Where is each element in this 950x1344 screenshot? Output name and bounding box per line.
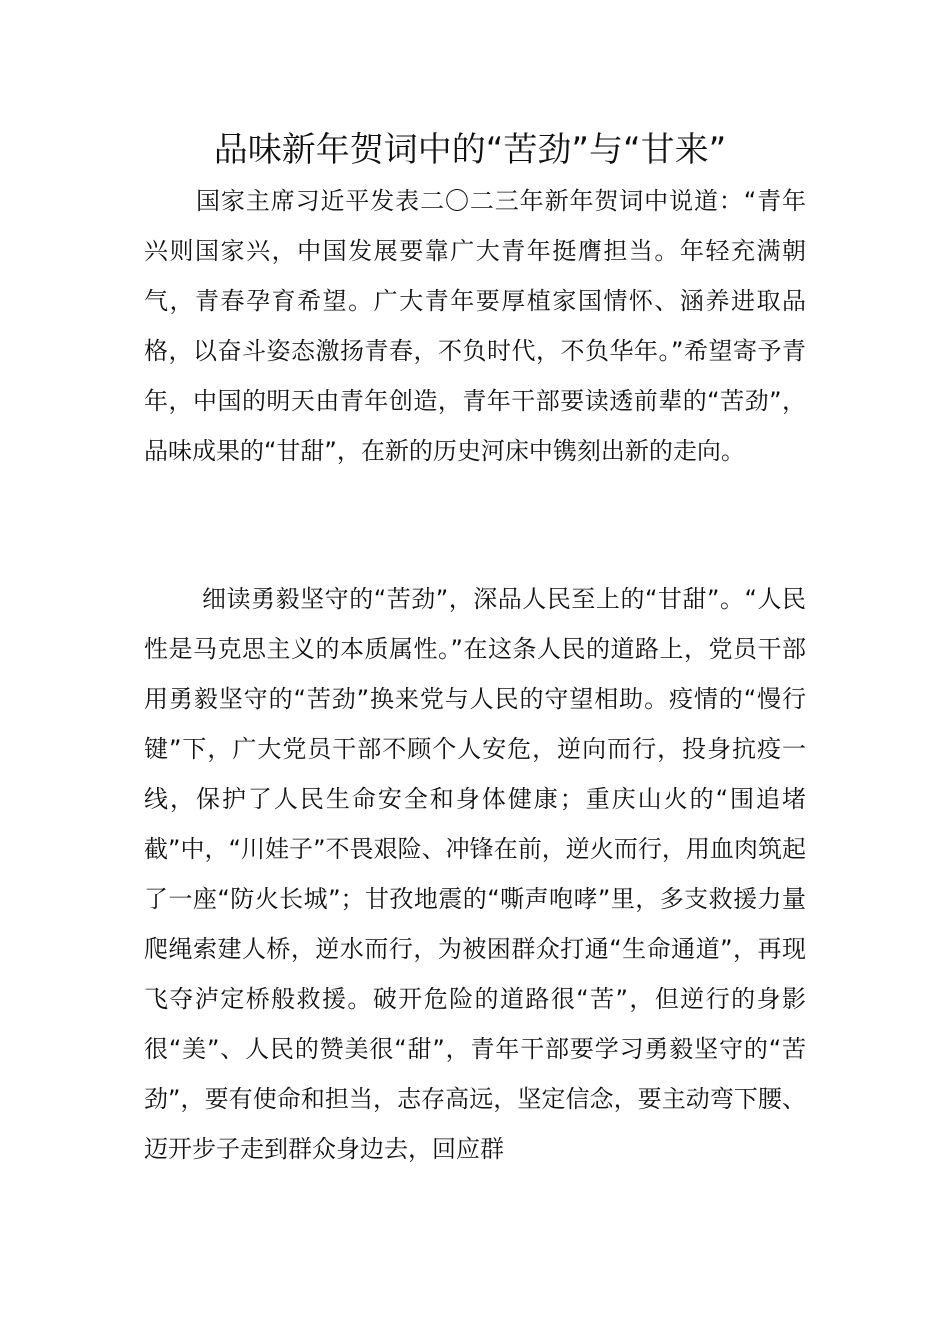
paragraph-1: 国家主席习近平发表二〇二三年新年贺词中说道：“青年兴则国家兴，中国发展要靠广大青年挺膺担当。年轻充满朝气，青春孕育希望。广大青年要厚植家国情怀、涵养进取品格，以奋斗姿态激扬青春，不负时代，不负华年。”希望寄予青年，中国的明天由青年创造，青年干部要读透前辈的“苦劲”，品味成果的“甘甜”，在新的历史河床中镌刻出新的走向。 xyxy=(144,187,806,465)
paragraph-2: 细读勇毅坚守的“苦劲”，深品人民至上的“甘甜”。“人民性是马克思主义的本质属性。”在这条人民的道路上，党员干部用勇毅坚守的“苦劲”换来党与人民的守望相助。疫情的“慢行键”下，广大党员干部不顾个人安危，逆向而行，投身抗疫一线，保护了人民生命安全和身体健康；重庆山火的“围追堵截”中，“川娃子”不畏艰险、冲锋在前，逆火而行，用血肉筑起了一座“防火长城”；甘孜地震的“嘶声咆哮”里，多支救援力量爬绳索建人桥，逆水而行，为被困群众打通“生命通道”，再现飞夺泸定桥般救援。破开危险的道路很“苦”，但逆行的身影很“美”、人民的赞美很“甜”，青年干部要学习勇毅坚守的“苦劲”，要有使命和担当，志存高远，坚定信念，要主动弯下腰、迈开步子走到群众身边去，回应群 xyxy=(144,585,806,1163)
document-title: 品味新年贺词中的“苦劲”与“甘来” xyxy=(213,130,727,170)
